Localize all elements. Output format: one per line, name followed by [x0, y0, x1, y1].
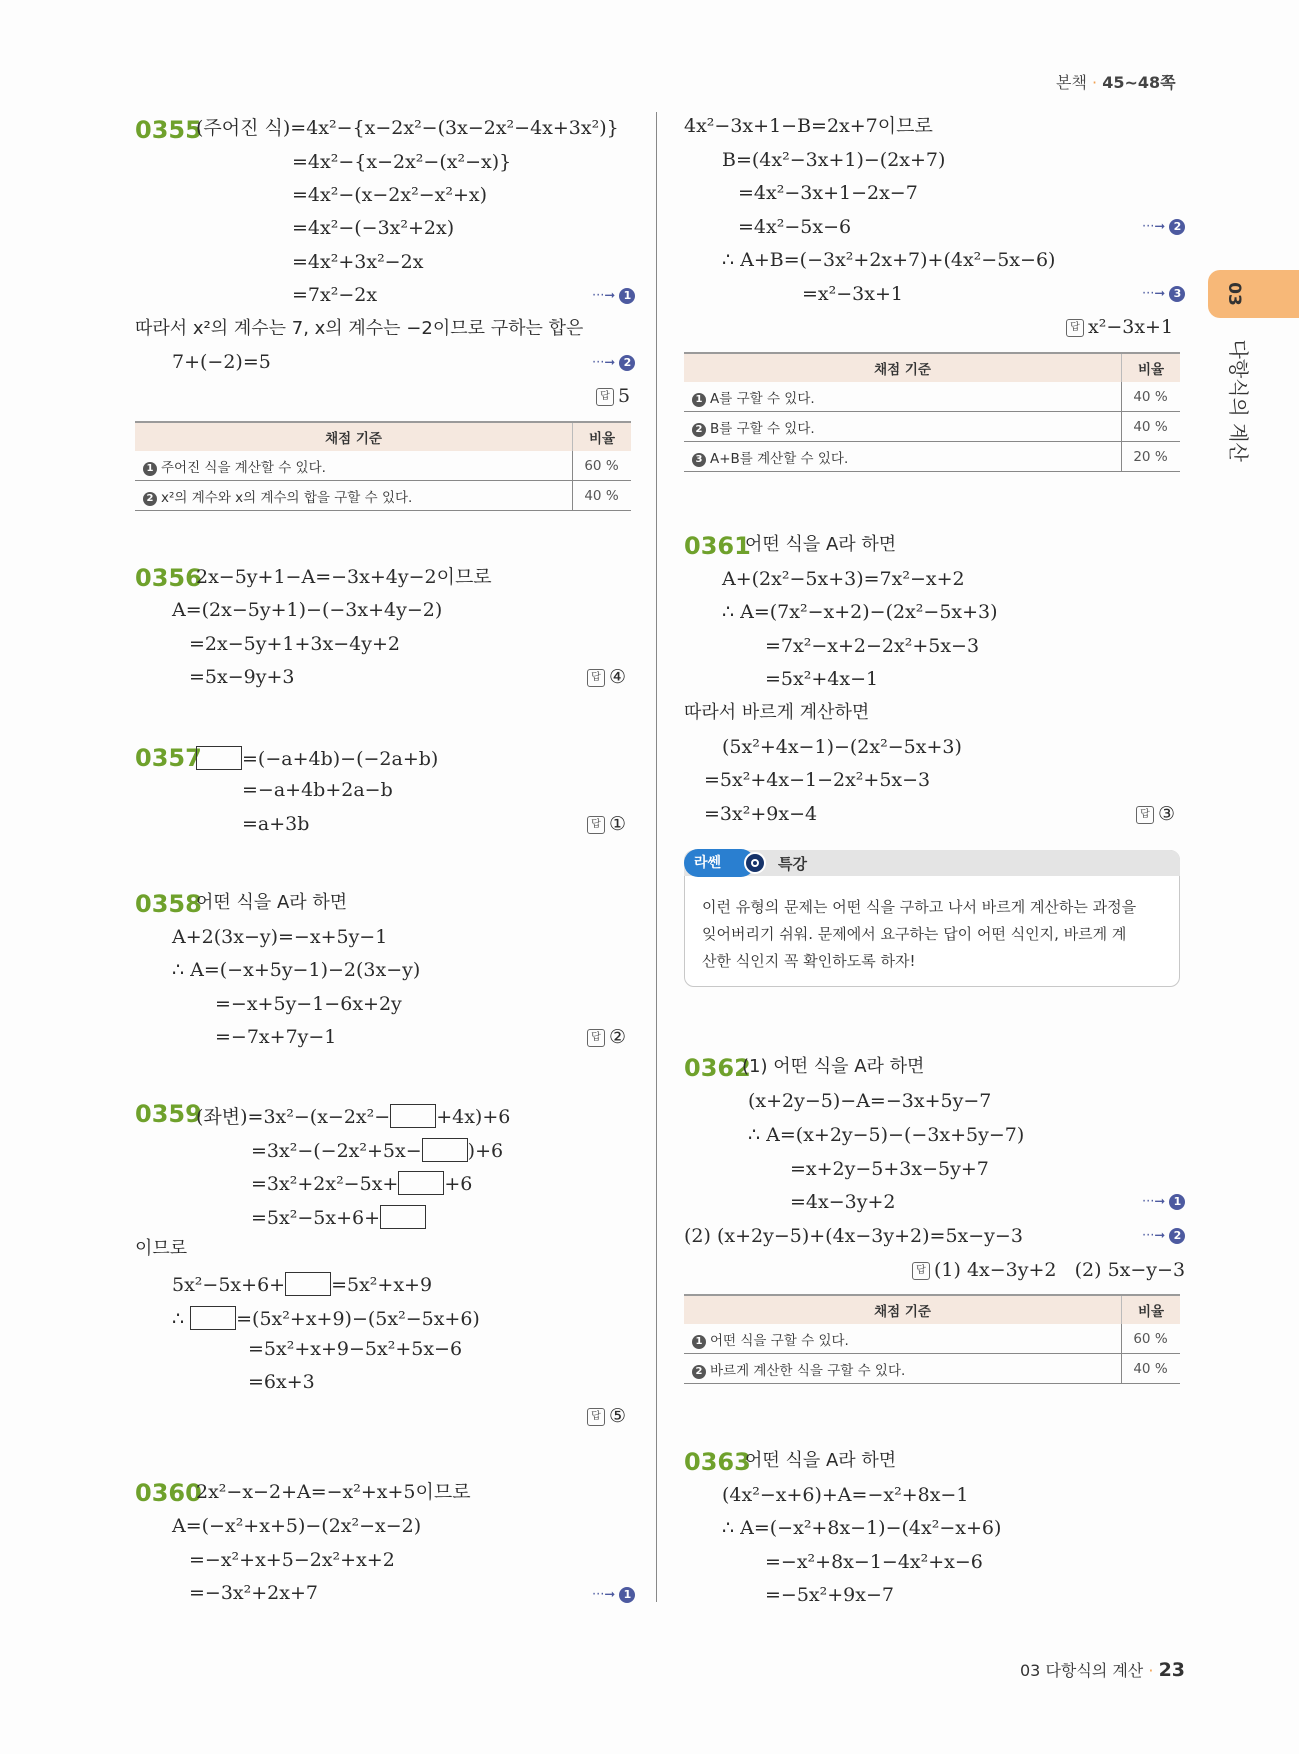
- solution-line: =2x−5y+1+3x−4y+2: [189, 633, 400, 655]
- solution-text: )+6: [467, 1140, 504, 1162]
- solution-text: =(5x²+x+9)−(5x²−5x+6): [236, 1308, 480, 1330]
- step-marker: ···➞ 1: [592, 288, 635, 304]
- criteria-text: 주어진 식을 계산할 수 있다.: [161, 459, 326, 476]
- ratio-header: 비율: [1122, 1295, 1181, 1324]
- solution-line: 4x²−3x+1−B=2x+7이므로: [684, 115, 933, 137]
- problem-number: 0360: [135, 1479, 202, 1507]
- column-divider: [656, 112, 657, 1602]
- answer-text: ①: [609, 813, 627, 835]
- solution-text: =3x²+2x²−5x+: [251, 1173, 399, 1195]
- solution-text: =5x²+x+9: [331, 1274, 433, 1296]
- solution-line: [172, 1272, 432, 1296]
- problem-number: 0355: [135, 116, 202, 144]
- solution-line: =x²−3x+1: [802, 283, 903, 305]
- problem-number: 0359: [135, 1100, 202, 1128]
- solution-text: (좌변)=3x²−(x−2x²−: [196, 1106, 391, 1128]
- ratio-header: 비율: [1122, 353, 1181, 382]
- solution-line: ∴ A+B=(−3x²+2x+7)+(4x²−5x−6): [722, 249, 1056, 271]
- page-footer: [1020, 1658, 1185, 1681]
- criteria-number: 2: [143, 492, 157, 506]
- table-row: [684, 1354, 1180, 1384]
- solution-text: =3x²−(−2x²+5x−: [251, 1140, 422, 1162]
- blank-box: [190, 1306, 236, 1330]
- table-row: [684, 442, 1180, 472]
- solution-line: ∴ A=(x+2y−5)−(−3x+5y−7): [748, 1124, 1025, 1146]
- solution-line: 어떤 식을 A라 하면: [745, 1450, 897, 1471]
- step-marker: ···➞ 2: [1142, 219, 1185, 235]
- answer-text: x²−3x+1: [1088, 316, 1174, 338]
- solution-line: =4x²−{x−2x²−(x²−x)}: [292, 151, 512, 173]
- header-pages: 45~48쪽: [1102, 73, 1176, 92]
- answer-icon: 답: [912, 1262, 930, 1280]
- step-marker: ···➞ 2: [1142, 1228, 1185, 1244]
- answer: [587, 1407, 626, 1426]
- solution-line: 따라서 바르게 계산하면: [684, 702, 870, 723]
- tip-body-line: 산한 식인지 꼭 확인하도록 하자!: [702, 952, 916, 970]
- criteria-number: 1: [692, 393, 706, 407]
- solution-line: =−3x²+2x+7: [189, 1582, 318, 1604]
- solution-line: [251, 1205, 426, 1229]
- criteria-number: 1: [692, 1335, 706, 1349]
- blank-box: [196, 746, 242, 770]
- answer-icon: 답: [1066, 319, 1084, 337]
- solution-line: =a+3b: [242, 813, 310, 835]
- solution-line: =−a+4b+2a−b: [242, 779, 393, 801]
- solution-text: +4x)+6: [436, 1106, 511, 1128]
- header-book: 본책: [1056, 73, 1087, 92]
- criteria-header: 채점 기준: [684, 1295, 1122, 1324]
- solution-line: 따라서 x²의 계수는 7, x의 계수는 −2이므로 구하는 합은: [135, 318, 584, 339]
- problem-number: 0362: [684, 1054, 751, 1082]
- chapter-tab-number: 03: [1223, 282, 1244, 306]
- answer-icon: 답: [587, 1408, 605, 1426]
- answer-text: 5: [618, 385, 631, 407]
- ratio-value: 40 %: [1122, 382, 1181, 412]
- answer-icon: 답: [587, 816, 605, 834]
- answer: [912, 1261, 1185, 1280]
- ratio-value: 60 %: [573, 451, 632, 481]
- answer-text: ②: [609, 1026, 627, 1048]
- answer: [587, 668, 626, 687]
- step-marker: ···➞ 1: [592, 1587, 635, 1603]
- solution-line: ∴ A=(−x²+8x−1)−(4x²−x+6): [722, 1517, 1002, 1539]
- table-row: [684, 412, 1180, 442]
- answer: [587, 1028, 626, 1047]
- solution-line: A+2(3x−y)=−x+5y−1: [172, 926, 388, 948]
- ratio-header: 비율: [573, 422, 632, 451]
- solution-line: [196, 746, 438, 770]
- solution-line: =−x²+x+5−2x²+x+2: [189, 1549, 395, 1571]
- problem-number: 0363: [684, 1448, 751, 1476]
- ratio-value: 40 %: [573, 481, 632, 511]
- table-row: [684, 382, 1180, 412]
- problem-number: 0356: [135, 564, 202, 592]
- chapter-tab-title: 다항식의 계산: [1226, 339, 1251, 462]
- solution-line: =4x²−5x−6: [738, 216, 852, 238]
- answer-icon: 답: [596, 388, 614, 406]
- criteria-number: 2: [692, 1365, 706, 1379]
- answer-text: (1) 4x−3y+2 (2) 5x−y−3: [934, 1259, 1186, 1281]
- chapter-tab: [1208, 270, 1299, 318]
- tip-badge-circle: [744, 852, 766, 874]
- solution-line: =3x²+9x−4: [704, 803, 818, 825]
- solution-text: 5x²−5x+6+: [172, 1274, 286, 1296]
- criteria-number: 1: [143, 462, 157, 476]
- solution-line: [196, 1104, 510, 1128]
- solution-line: 이므로: [135, 1238, 188, 1259]
- table-row: [135, 481, 631, 511]
- solution-line: (주어진 식)=4x²−{x−2x²−(3x−2x²−4x+3x²)}: [196, 117, 619, 139]
- solution-line: (2) (x+2y−5)+(4x−3y+2)=5x−y−3: [684, 1225, 1023, 1247]
- criteria-header: 채점 기준: [684, 353, 1122, 382]
- footer-page-number: 23: [1158, 1659, 1186, 1681]
- solution-line: [251, 1138, 503, 1162]
- problem-number: 0357: [135, 744, 202, 772]
- step-marker: ···➞ 1: [1142, 1194, 1185, 1210]
- solution-line: 2x−5y+1−A=−3x+4y−2이므로: [196, 566, 492, 588]
- solution-line: =4x²−3x+1−2x−7: [738, 182, 918, 204]
- solution-line: 7+(−2)=5: [172, 351, 271, 373]
- solution-line: (4x²−x+6)+A=−x²+8x−1: [722, 1484, 969, 1506]
- solution-line: =7x²−2x: [292, 284, 378, 306]
- blank-box: [398, 1171, 444, 1195]
- solution-line: A+(2x²−5x+3)=7x²−x+2: [722, 568, 965, 590]
- table-row: [684, 1324, 1180, 1354]
- header-dot: ·: [1092, 73, 1098, 92]
- step-number: 1: [619, 288, 635, 304]
- step-number: 2: [619, 355, 635, 371]
- solution-line: =5x²+x+9−5x²+5x−6: [248, 1338, 463, 1360]
- solution-text: ∴: [172, 1308, 185, 1330]
- solution-text: =(−a+4b)−(−2a+b): [242, 748, 439, 770]
- solution-line: [172, 1306, 480, 1330]
- answer-icon: 답: [587, 669, 605, 687]
- step-number: 2: [1169, 219, 1185, 235]
- step-number: 1: [619, 1587, 635, 1603]
- solution-line: ∴ A=(7x²−x+2)−(2x²−5x+3): [722, 601, 998, 623]
- solution-line: [251, 1171, 472, 1195]
- step-number: 3: [1169, 286, 1185, 302]
- solution-line: 2x²−x−2+A=−x²+x+5이므로: [196, 1481, 471, 1503]
- solution-line: 어떤 식을 A라 하면: [196, 892, 348, 913]
- scoring-table: [135, 421, 631, 511]
- answer: [1066, 318, 1173, 337]
- ratio-value: 20 %: [1122, 442, 1181, 472]
- solution-line: (5x²+4x−1)−(2x²−5x+3): [722, 736, 962, 758]
- solution-line: =4x−3y+2: [790, 1191, 896, 1213]
- solution-line: =−x+5y−1−6x+2y: [215, 993, 402, 1015]
- solution-line: 어떤 식을 A라 하면: [745, 534, 897, 555]
- answer-text: ④: [609, 666, 627, 688]
- solution-text: +6: [444, 1173, 473, 1195]
- tip-title: 특강: [778, 855, 807, 873]
- solution-line: =5x²+4x−1: [765, 668, 879, 690]
- answer: [596, 387, 630, 406]
- blank-box: [422, 1138, 468, 1162]
- step-number: 2: [1169, 1228, 1185, 1244]
- scoring-table: [684, 352, 1180, 472]
- solution-line: =−7x+7y−1: [215, 1026, 337, 1048]
- problem-number: 0358: [135, 890, 202, 918]
- ratio-value: 40 %: [1122, 412, 1181, 442]
- solution-line: B=(4x²−3x+1)−(2x+7): [722, 149, 946, 171]
- solution-line: =4x²+3x²−2x: [292, 251, 424, 273]
- scoring-table: [684, 1294, 1180, 1384]
- problem-number: 0361: [684, 532, 751, 560]
- footer-dot: ·: [1148, 1661, 1154, 1680]
- answer: [587, 815, 626, 834]
- blank-box: [285, 1272, 331, 1296]
- footer-chapter: 03 다항식의 계산: [1020, 1661, 1144, 1680]
- step-marker: ···➞ 2: [592, 355, 635, 371]
- solution-line: A=(−x²+x+5)−(2x²−x−2): [172, 1515, 422, 1537]
- ratio-value: 60 %: [1122, 1324, 1181, 1354]
- solution-line: =5x²+4x−1−2x²+5x−3: [704, 769, 931, 791]
- tip-badge-text: 라쎈: [694, 855, 722, 871]
- tip-body-line: 이런 유형의 문제는 어떤 식을 구하고 나서 바르게 계산하는 과정을: [702, 898, 1137, 916]
- criteria-number: 2: [692, 423, 706, 437]
- answer-icon: 답: [587, 1029, 605, 1047]
- criteria-text: A+B를 계산할 수 있다.: [710, 450, 849, 467]
- criteria-text: 바르게 계산한 식을 구할 수 있다.: [710, 1362, 906, 1379]
- table-row: [135, 451, 631, 481]
- tip-body-line: 잊어버리기 쉬워. 문제에서 요구하는 답이 어떤 식인지, 바르게 계: [702, 925, 1127, 943]
- page-header: [1056, 70, 1176, 93]
- solution-line: =7x²−x+2−2x²+5x−3: [765, 635, 980, 657]
- answer-icon: 답: [1136, 806, 1154, 824]
- answer-text: ⑤: [609, 1405, 627, 1427]
- solution-line: =−x²+8x−1−4x²+x−6: [765, 1551, 983, 1573]
- answer-text: ③: [1158, 803, 1176, 825]
- solution-line: =6x+3: [248, 1371, 315, 1393]
- solution-line: (1) 어떤 식을 A라 하면: [742, 1056, 925, 1077]
- criteria-text: A를 구할 수 있다.: [710, 390, 815, 407]
- solution-text: =5x²−5x+6+: [251, 1207, 380, 1229]
- solution-line: (x+2y−5)−A=−3x+5y−7: [748, 1090, 992, 1112]
- solution-line: =4x²−(−3x²+2x): [292, 217, 455, 239]
- criteria-text: B를 구할 수 있다.: [710, 420, 815, 437]
- solution-line: A=(2x−5y+1)−(−3x+4y−2): [172, 599, 443, 621]
- criteria-text: 어떤 식을 구할 수 있다.: [710, 1332, 849, 1349]
- answer: [1136, 805, 1175, 824]
- solution-line: =4x²−(x−2x²−x²+x): [292, 184, 488, 206]
- criteria-header: 채점 기준: [135, 422, 573, 451]
- step-marker: ···➞ 3: [1142, 286, 1185, 302]
- solution-line: =x+2y−5+3x−5y+7: [790, 1158, 989, 1180]
- criteria-text: x²의 계수와 x의 계수의 합을 구할 수 있다.: [161, 489, 413, 506]
- ratio-value: 40 %: [1122, 1354, 1181, 1384]
- solution-line: =−5x²+9x−7: [765, 1584, 894, 1606]
- step-number: 1: [1169, 1194, 1185, 1210]
- solution-line: =5x−9y+3: [189, 666, 295, 688]
- blank-box: [390, 1104, 436, 1128]
- blank-box: [380, 1205, 426, 1229]
- solution-line: ∴ A=(−x+5y−1)−2(3x−y): [172, 959, 421, 981]
- criteria-number: 3: [692, 453, 706, 467]
